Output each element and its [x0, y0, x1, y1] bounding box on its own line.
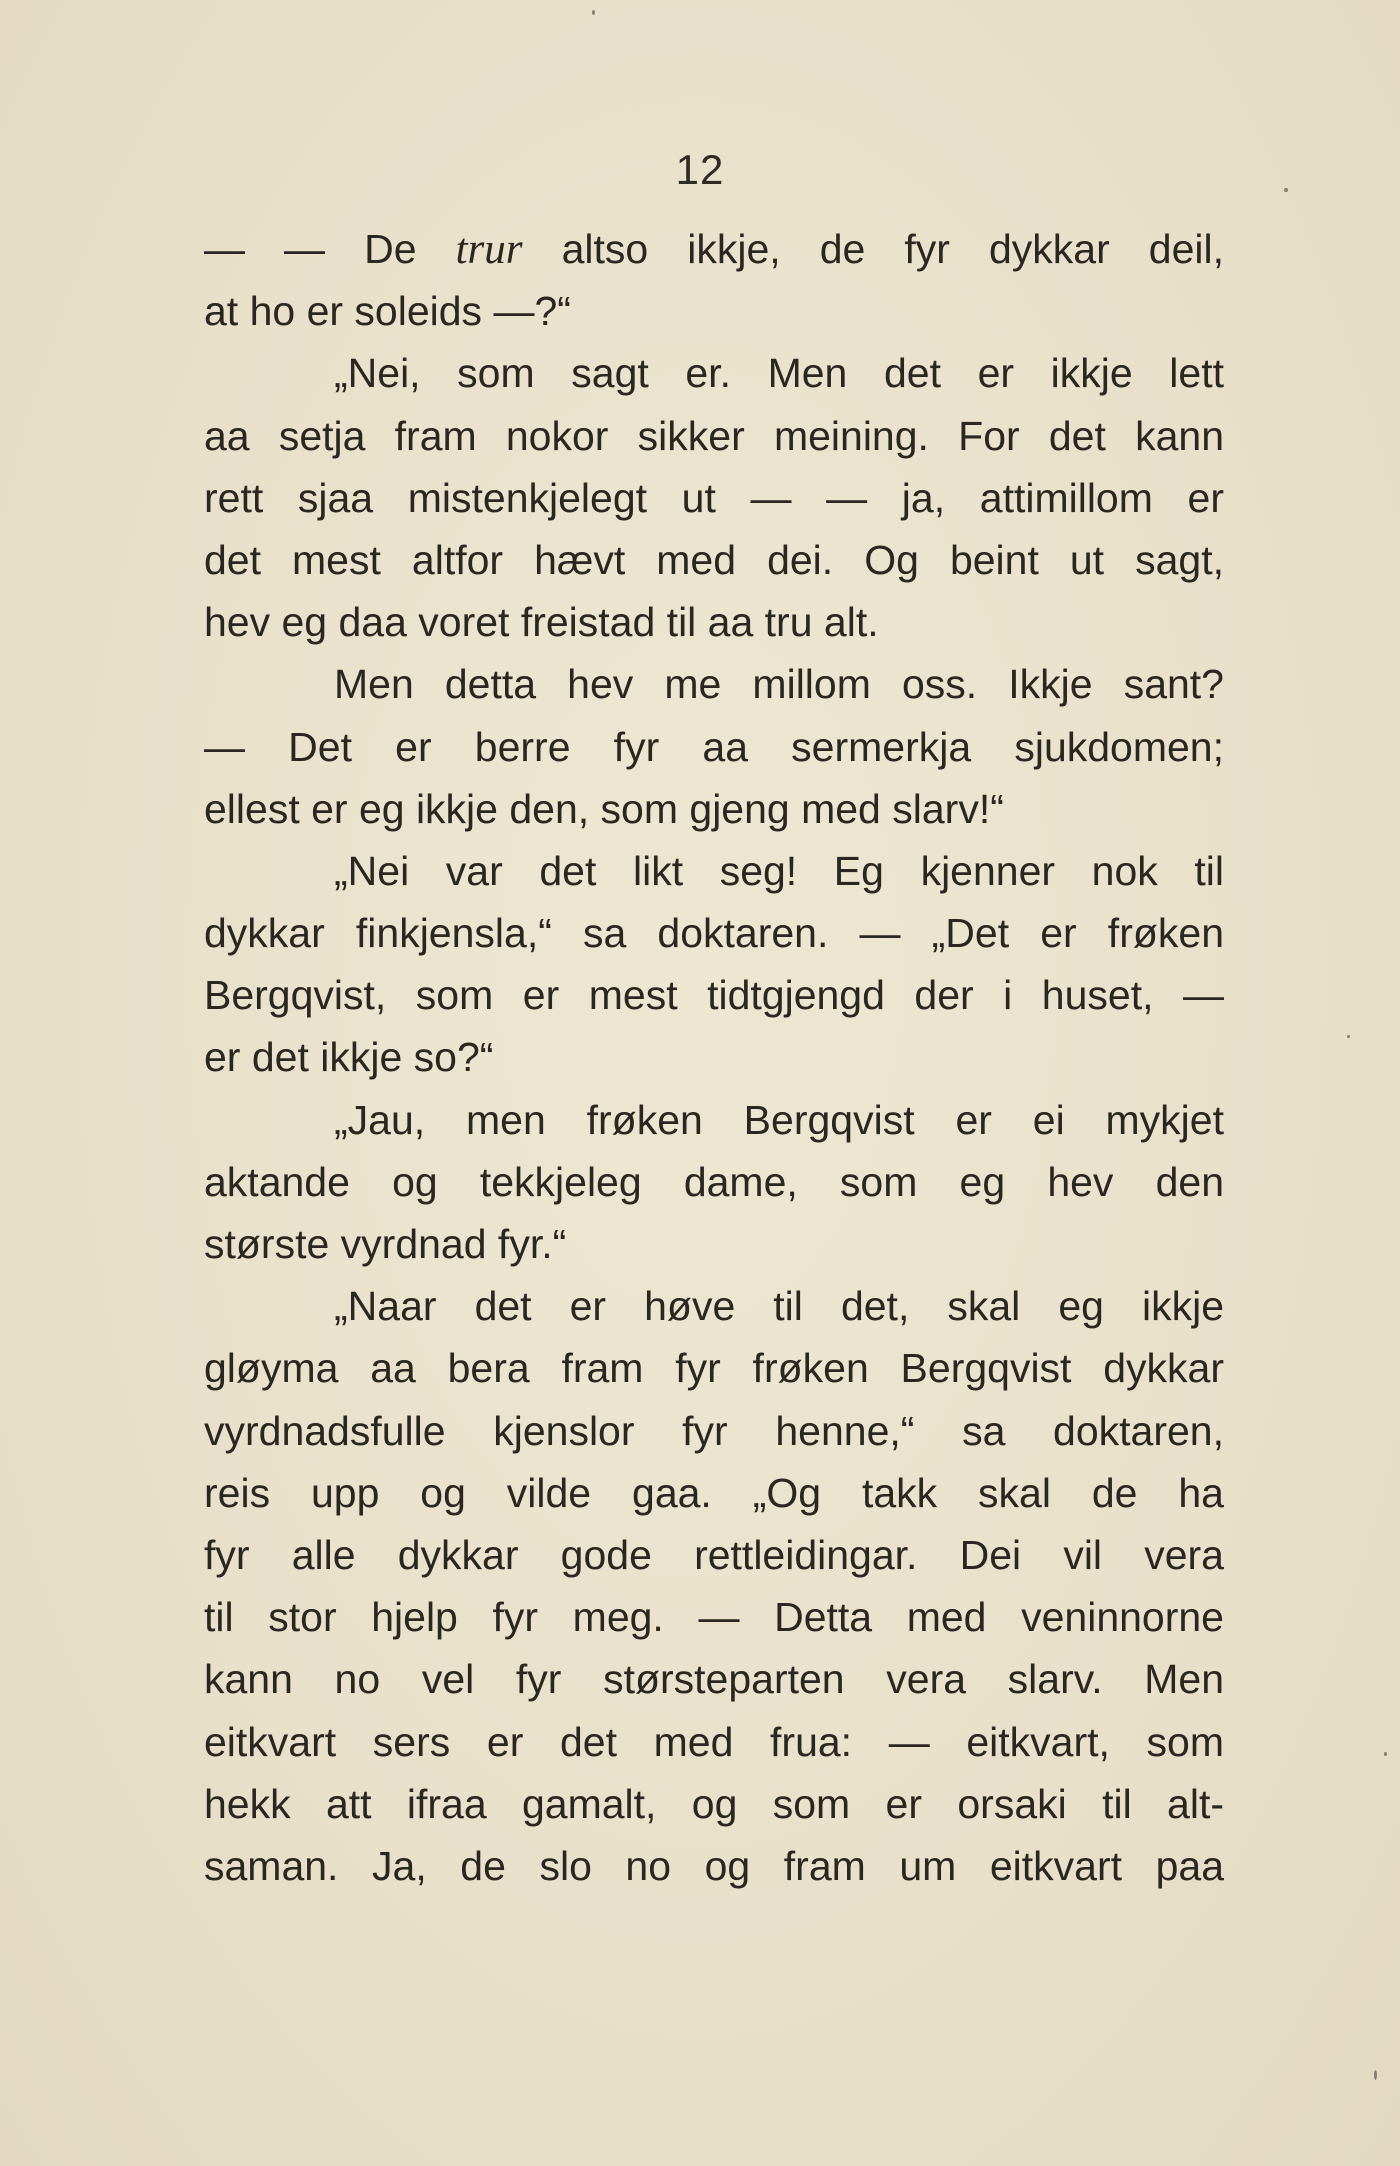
paper-speck — [1284, 188, 1288, 192]
text-line: fyr alle dykkar gode rettleidingar. Dei vil vera — [204, 1531, 1224, 1578]
text-line: ellest er eg ikkje den, som gjeng med slarv!“ — [204, 785, 1004, 832]
text-line: — — De trur altso ikkje, de fyr dykkar deil, — [204, 226, 1224, 273]
text-line: dykkar finkjensla,“ sa doktaren. — „Det er frøken — [204, 910, 1224, 957]
text-line: gløyma aa bera fram fyr frøken Bergqvist dykkar — [204, 1345, 1224, 1392]
page-number: 12 — [675, 146, 725, 193]
text-line: kann no vel fyr størsteparten vera slarv. Men — [204, 1656, 1224, 1703]
text-line: hev eg daa voret freistad til aa tru alt. — [204, 599, 879, 646]
text-line: rett sjaa mistenkjelegt ut — — ja, attimillom er — [204, 474, 1224, 521]
text-line: — Det er berre fyr aa sermerkja sjukdomen; — [204, 723, 1224, 770]
text-line: „Nei var det likt seg! Eg kjenner nok til — [334, 847, 1224, 894]
text-line: „Jau, men frøken Bergqvist er ei mykjet — [334, 1096, 1224, 1143]
text-line: største vyrdnad fyr.“ — [204, 1221, 567, 1267]
text-line: „Nei, som sagt er. Men det er ikkje lett — [334, 350, 1224, 397]
paper-speck — [1384, 1752, 1387, 1756]
paper-speck — [1374, 2070, 1377, 2080]
emphasis: trur — [455, 226, 523, 273]
text-line: „Naar det er høve til det, skal eg ikkje — [334, 1283, 1224, 1330]
text-line: til stor hjelp fyr meg. — Detta med veninnorne — [204, 1594, 1224, 1641]
text-line: eitkvart sers er det med frua: — eitkvart, som — [204, 1718, 1224, 1765]
paper-speck — [1347, 1035, 1350, 1038]
body-text — [204, 218, 1224, 1897]
text-line: reis upp og vilde gaa. „Og takk skal de ha — [204, 1469, 1224, 1516]
text-line: saman. Ja, de slo no og fram um eitkvart paa — [204, 1842, 1224, 1889]
text-line: aa setja fram nokor sikker meining. For det kann — [204, 412, 1224, 459]
paper-speck — [592, 10, 595, 15]
text-line: hekk att ifraa gamalt, og som er orsaki til alt- — [204, 1780, 1224, 1827]
text-line: det mest altfor hævt med dei. Og beint ut sagt, — [204, 536, 1224, 583]
text-line: vyrdnadsfulle kjenslor fyr henne,“ sa doktaren, — [204, 1407, 1224, 1454]
text-line: Men detta hev me millom oss. Ikkje sant? — [334, 661, 1224, 708]
text-line: aktande og tekkjeleg dame, som eg hev den — [204, 1158, 1224, 1205]
text-line: Bergqvist, som er mest tidtgjengd der i huset, — — [204, 972, 1224, 1019]
text-line: at ho er soleids —?“ — [204, 288, 571, 335]
text-line: er det ikkje so?“ — [204, 1034, 494, 1081]
